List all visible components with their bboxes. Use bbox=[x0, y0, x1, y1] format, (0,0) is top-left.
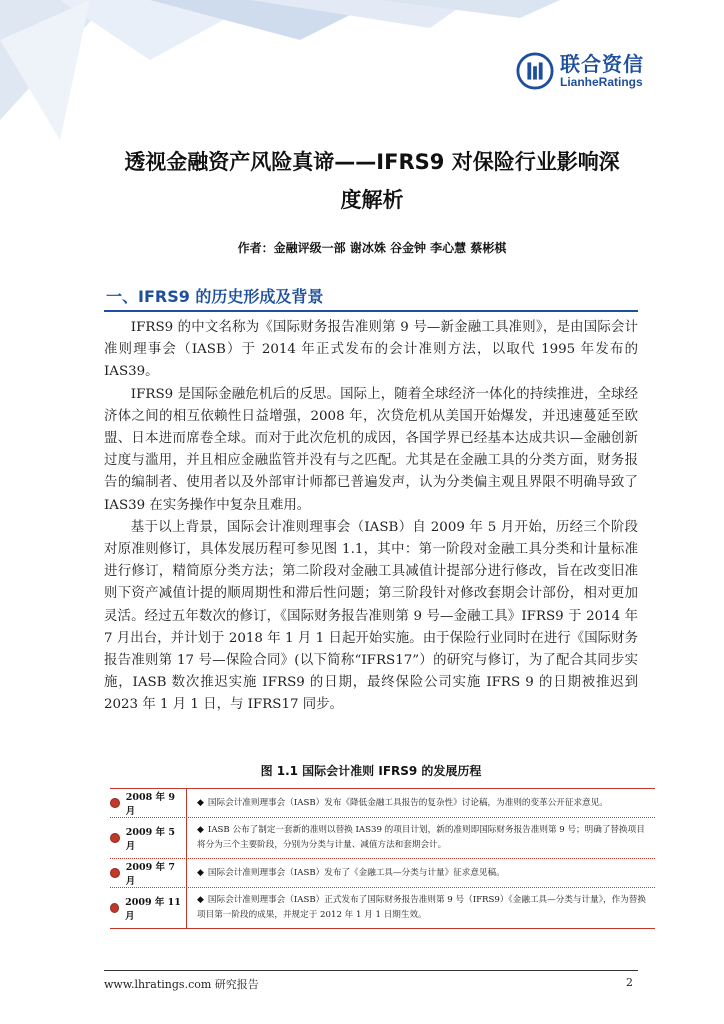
paragraph: IFRS9 的中文名称为《国际财务报告准则第 9 号—新金融工具准则》，是由国际会计准则理事会（IASB）于 2014 年正式发布的会计准则方法，以取代 1995 年发布的 IAS39。 bbox=[104, 320, 638, 380]
diamond-bullet-icon: ◆ bbox=[197, 797, 204, 808]
document-title-line-1: 透视金融资产风险真谛——IFRS9 对保险行业影响深 bbox=[124, 150, 620, 174]
diamond-bullet-icon: ◆ bbox=[197, 867, 204, 878]
timeline-dot-icon bbox=[110, 798, 120, 808]
footer-website: www.lhratings.com 研究报告 bbox=[104, 978, 259, 991]
diamond-bullet-icon: ◆ bbox=[197, 895, 204, 905]
timeline-table bbox=[110, 788, 655, 929]
paragraph: 基于以上背景，国际会计准则理事会（IASB）自 2009 年 5 月开始，历经三个阶段对原准则修订，具体发展历程可参见图 1.1，其中：第一阶段对金融工具分类和计量标准进行修订，精简原分类方法；第二阶段对金融工具减值计提部分进行修改，旨在改变旧准则下资产减值计提的顺周期性和滞后性问题；第三阶段针对修改套期会计部份，相对更加灵活。经过五年数次的修订，《国际财务报告准则第 9 号—金融工具》IFRS9 于 2014 年 7 月出台，并计划于 2018 年 1 月 1 日起开始实施。由于保险行业同时在进行《国际财务报告准则第 17 号—保险合同》(以下简称“IFRS17”）的研究与修订，为了配合其同步实施，IASB 数次推迟实施 IFRS9 的日期，最终保险公司实施 IFRS 9 的日期被推迟到 2023 年 1 月 1 日，与 IFRS17 同步。 bbox=[104, 519, 638, 713]
timeline-date: 2009 年 5 月 bbox=[125, 827, 175, 852]
timeline-date-cell bbox=[110, 818, 187, 858]
page-number: 2 bbox=[626, 976, 633, 989]
authors-line: 作者：金融评级一部 谢冰姝 谷金钟 李心慧 蔡彬棋 bbox=[237, 241, 507, 255]
timeline-dot-icon bbox=[110, 868, 120, 878]
timeline-description: 国际会计准则理事会（IASB）发布了《金融工具—分类与计量》征求意见稿。 bbox=[207, 867, 505, 878]
timeline-description-cell bbox=[187, 818, 655, 858]
timeline-description: IASB 公布了制定一套新的准则以替换 IAS39 的项目计划，新的准则即国际财务报告准则第 9 号；明确了替换项目将分为三个主要阶段，分别为分类与计量、减值方法和套期会计。 bbox=[197, 825, 645, 850]
timeline-date: 2008 年 9 月 bbox=[125, 792, 175, 817]
timeline-description-cell bbox=[187, 789, 655, 817]
timeline-date-cell bbox=[110, 859, 187, 887]
timeline-description-cell bbox=[187, 888, 655, 928]
section-heading: 一、IFRS9 的历史形成及背景 bbox=[106, 287, 324, 306]
timeline-row bbox=[110, 859, 655, 888]
timeline-description-cell bbox=[187, 859, 655, 887]
timeline-description: 国际会计准则理事会（IASB）正式发布了国际财务报告准则第 9 号（IFRS9）《金融工具—分类与计量》，作为替换项目第一阶段的成果，并规定于 2012 年 1 月 1 日期生效。 bbox=[197, 895, 646, 920]
document-title bbox=[120, 143, 624, 219]
paragraph: IFRS9 是国际金融危机后的反思。国际上，随着全球经济一体化的持续推进，全球经济体之间的相互依赖性日益增强，2008 年，次贷危机从美国开始爆发，并迅速蔓延至欧盟、日本进而席卷全球。而对于此次危机的成因，各国学界已经基本达成共识—金融创新过度与滥用，并且相应金融监管并没有与之匹配。尤其是在金融工具的分类方面，财务报告的编制者、使用者以及外部审计师都已普遍发声，认为分类偏主观且界限不明确导致了 IAS39 在实务操作中复杂且难用。 bbox=[104, 386, 638, 513]
timeline-date: 2009 年 11 月 bbox=[125, 897, 181, 922]
timeline-row bbox=[110, 789, 655, 818]
document-title-line-2: 度解析 bbox=[340, 188, 404, 212]
figure-caption: 图 1.1 国际会计准则 IFRS9 的发展历程 bbox=[260, 764, 482, 778]
timeline-date-cell bbox=[110, 789, 187, 817]
logo-english-name: LianheRatings bbox=[560, 75, 643, 89]
footer-divider bbox=[104, 970, 638, 971]
timeline-description: 国际会计准则理事会（IASB）发布《降低金融工具报告的复杂性》讨论稿，为准则的变革公开征求意见。 bbox=[207, 797, 608, 808]
timeline-date-cell bbox=[110, 888, 187, 928]
timeline-date: 2009 年 7 月 bbox=[125, 862, 175, 887]
timeline-dot-icon bbox=[110, 903, 119, 913]
diamond-bullet-icon: ◆ bbox=[197, 825, 204, 835]
timeline-dot-icon bbox=[110, 833, 120, 843]
logo-chinese-name: 联合资信 bbox=[560, 52, 644, 76]
lianhe-logo-mark-icon bbox=[516, 52, 554, 90]
body-text bbox=[104, 317, 638, 717]
timeline-row bbox=[110, 888, 655, 928]
timeline-row bbox=[110, 818, 655, 859]
lianhe-logo bbox=[516, 52, 644, 90]
section-divider bbox=[104, 310, 638, 312]
